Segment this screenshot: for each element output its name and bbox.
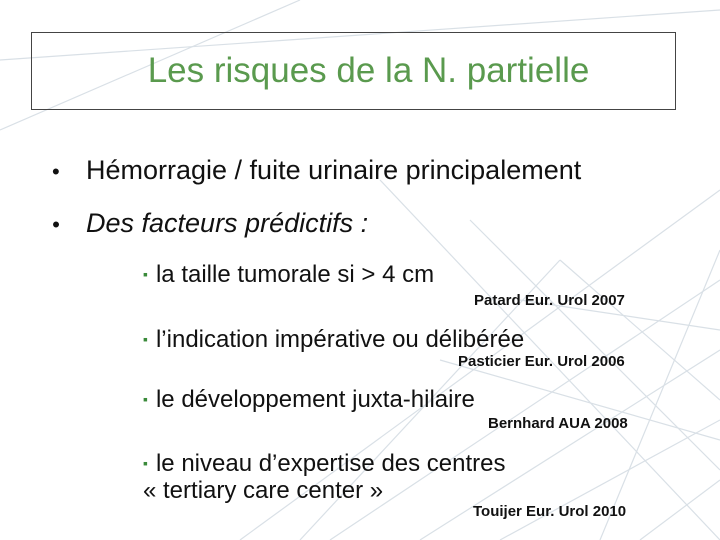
sub-item-1 bbox=[143, 261, 434, 289]
bullet-text: Hémorragie / fuite urinaire principalement bbox=[86, 155, 582, 185]
reference-2: Pasticier Eur. Urol 2006 bbox=[458, 353, 625, 370]
slide-title: Les risques de la N. partielle bbox=[147, 51, 590, 90]
sub-item-text: la taille tumorale si > 4 cm bbox=[155, 261, 435, 288]
sub-item-text: le développement juxta-hilaire bbox=[155, 386, 475, 413]
square-bullet-icon: ▪ bbox=[143, 331, 148, 347]
square-bullet-icon: ▪ bbox=[143, 455, 148, 471]
sub-item-2 bbox=[143, 326, 524, 354]
sub-item-text: le niveau d’expertise des centres bbox=[155, 450, 506, 477]
sub-item-3 bbox=[143, 386, 475, 414]
bullet-item-1 bbox=[52, 155, 581, 186]
reference-1: Patard Eur. Urol 2007 bbox=[474, 292, 625, 309]
bullet-marker: • bbox=[52, 159, 60, 184]
bullet-text: Des facteurs prédictifs : bbox=[86, 208, 369, 238]
bullet-item-2 bbox=[52, 208, 368, 239]
reference-3: Bernhard AUA 2008 bbox=[488, 415, 628, 432]
bullet-marker: • bbox=[52, 212, 60, 237]
square-bullet-icon: ▪ bbox=[143, 266, 148, 282]
sub-item-text: l’indication impérative ou délibérée bbox=[155, 326, 525, 353]
title-box bbox=[31, 32, 676, 110]
square-bullet-icon: ▪ bbox=[143, 391, 148, 407]
sub-item-4-line-2: « tertiary care center » bbox=[143, 477, 384, 504]
reference-4: Touijer Eur. Urol 2010 bbox=[473, 503, 627, 520]
sub-item-4 bbox=[143, 450, 506, 478]
